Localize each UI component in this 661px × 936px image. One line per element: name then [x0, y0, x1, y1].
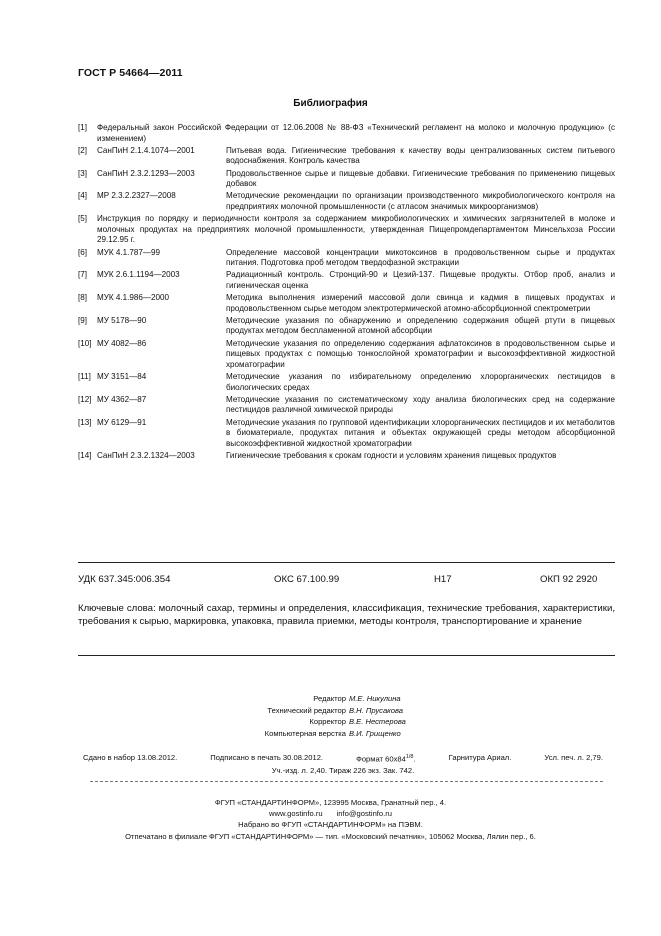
- publishing-sheets: Уч.-изд. л. 2,40.: [271, 766, 327, 776]
- bibliography-list: [78, 123, 615, 463]
- credit-person: В.Е. Нестерова: [349, 717, 406, 727]
- entry-reference: СанПиН 2.1.4.1074—2001: [97, 145, 195, 155]
- keywords-text: Ключевые слова: молочный сахар, термины и определения, классификация, технические требования, характеристики, требования к сырью, маркировка, упаковка, правила приемки, методы контроля, транспортирование и хранение: [78, 603, 615, 628]
- entry-number: [10]: [78, 338, 92, 348]
- bibliography-entry: [78, 395, 615, 416]
- bibliography-entry: [78, 248, 615, 269]
- credit-role: Технический редактор: [267, 705, 346, 715]
- signed-date: Подписано в печать 30.08.2012.: [210, 753, 324, 762]
- section-divider-bottom: [78, 655, 615, 656]
- bibliography-entry: [78, 418, 615, 450]
- entry-reference: МУК 4.1.787—99: [97, 247, 160, 257]
- entry-number: [1]: [78, 123, 87, 132]
- typeset-note: Набрано во ФГУП «СТАНДАРТИНФОРМ» на ПЭВМ.: [238, 820, 423, 830]
- paper-format: Формат $60х84^{1/8}$.: [356, 754, 416, 764]
- entry-reference: МУК 4.1.986—2000: [97, 293, 169, 303]
- entry-reference: МУ 3151—84: [97, 372, 147, 381]
- entry-text: Методические указания по систематическому ходу анализа биологических сред на содержание пестицидов различной химической природы: [226, 394, 615, 415]
- entry-text: Инструкция по порядку и периодичности контроля за содержанием микробиологических и химических загрязнителей в молоке и молочных продуктах на предприятиях молочной промышленности, утвержденная Пищепромдепартаментом Минсельхоза России 29.12.95 г.: [97, 214, 615, 245]
- publisher-email[interactable]: info@gostinfo.ru: [336, 809, 393, 819]
- typeface: Гарнитура Ариал.: [448, 753, 512, 762]
- print-info-row: [83, 765, 603, 777]
- udk-code: УДК 637.345:006.354: [78, 574, 171, 585]
- entry-reference: МУ 6129—91: [97, 417, 147, 427]
- entry-reference: МУ 4082—86: [97, 338, 147, 348]
- entry-text: Гигиенические требования к срокам годности и условиям хранения пищевых продуктов: [226, 450, 557, 460]
- credit-line: [0, 705, 661, 717]
- entry-text: Продовольственное сырье и пищевые добавки. Гигиенические требования по применению пищевых добавок: [226, 168, 615, 189]
- credit-line: [0, 728, 661, 740]
- bibliography-entry: [78, 372, 615, 393]
- oks-code: ОКС 67.100.99: [274, 574, 340, 585]
- bibliography-entry: [78, 191, 615, 212]
- entry-number: [9]: [78, 315, 87, 325]
- order-number: Зак. 742.: [383, 766, 415, 776]
- bibliography-entry: [78, 123, 615, 144]
- submitted-date: Сдано в набор 13.08.2012.: [83, 753, 178, 762]
- bibliography-title: Библиография: [293, 98, 368, 109]
- credit-role: Редактор: [313, 694, 346, 703]
- group-code: Н17: [434, 574, 452, 585]
- paper-format-prefix: Формат 60х84: [356, 754, 406, 764]
- section-divider-top: [78, 562, 615, 563]
- entry-number: [14]: [78, 450, 92, 460]
- entry-text: Методические рекомендации по организации производственного микробиологического контроля на предприятиях молочной промышленности (с атласом значимых микроорганизмов): [226, 191, 615, 211]
- bibliography-entry: [78, 169, 615, 190]
- bibliography-entry: [78, 146, 615, 167]
- entry-text: Питьевая вода. Гигиенические требования к качеству воды централизованных систем питьевого водоснабжения. Контроль качества: [226, 145, 615, 166]
- entry-number: [7]: [78, 270, 87, 280]
- credit-line: [0, 693, 661, 705]
- entry-number: [6]: [78, 247, 87, 257]
- entry-text: Определение массовой концентрации микотоксинов в продовольственном сырье и продуктах питания. Подготовка проб методом твердофазной экстракции: [226, 247, 615, 268]
- entry-number: [3]: [78, 168, 87, 178]
- print-sheets: Усл. печ. л. 2,79.: [544, 753, 603, 762]
- entry-number: [13]: [78, 417, 92, 427]
- bibliography-entry: [78, 214, 615, 246]
- printed-note: Отпечатано в филиале ФГУП «СТАНДАРТИНФОРМ» — тип. «Московский печатник», 105062 Москва, Лялин пер., 6.: [125, 831, 536, 841]
- entry-reference: МУК 2.6.1.1194—2003: [97, 270, 180, 280]
- credit-role: Компьютерная верстка: [264, 728, 346, 738]
- credit-person: В.И. Грищенко: [349, 728, 401, 738]
- standard-code: ГОСТ Р 54664—2011: [78, 67, 183, 79]
- print-info: [83, 752, 603, 777]
- publisher-block: [0, 797, 661, 842]
- credit-person: М.Е. Никулина: [349, 694, 401, 703]
- bibliography-entry: [78, 270, 615, 291]
- entry-reference: МР 2.3.2.2327—2008: [97, 191, 176, 201]
- print-info-row: [83, 752, 603, 765]
- entry-number: [8]: [78, 293, 87, 303]
- bibliography-entry: [78, 293, 615, 314]
- entry-number: [2]: [78, 145, 87, 155]
- entry-text: Методические указания по групповой идентификации хлорорганических пестицидов и их метаболитов в биоматериале, продуктах питания и объектах окружающей среды методом абсорбционной высокоэффективной жидкостной хроматографии: [226, 417, 615, 448]
- entry-text: Радиационный контроль. Стронций-90 и Цезий-137. Пищевые продукты. Отбор проб, анализ и гигиеническая оценка: [226, 270, 615, 290]
- credit-person: В.Н. Прусакова: [349, 705, 403, 715]
- entry-reference: СанПиН 2.3.2.1324—2003: [97, 450, 195, 460]
- publisher-website[interactable]: www.gostinfo.ru: [268, 809, 323, 819]
- dashed-divider: [90, 781, 603, 782]
- paper-format-fraction: 1/8: [405, 754, 414, 760]
- entry-reference: СанПиН 2.3.2.1293—2003: [97, 168, 195, 178]
- entry-text: Методика выполнения измерений массовой доли свинца и кадмия в пищевых продуктах и продовольственном сырье методом электротермической атомно-абсорбционной спектрометрии: [226, 293, 615, 313]
- entry-text: Методические указания по избирательному определению хлорорганических пестицидов в биологических средах: [226, 372, 615, 392]
- entry-reference: МУ 5178—90: [97, 315, 147, 325]
- entry-number: [12]: [78, 394, 92, 404]
- entry-number: [5]: [78, 214, 87, 224]
- credit-line: [0, 716, 661, 728]
- entry-number: [11]: [78, 372, 91, 381]
- entry-text: Методические указания по определению содержания афлатоксинов в продовольственном сырье и пищевых продуктах с помощью тонкослойной хроматографии и высокоэффективной жидкостной хроматографии: [226, 338, 615, 369]
- bibliography-entry: [78, 451, 615, 462]
- entry-number: [4]: [78, 191, 87, 201]
- bibliography-entry: [78, 339, 615, 371]
- credit-role: Корректор: [309, 717, 346, 727]
- entry-reference: МУ 4362—87: [97, 394, 147, 404]
- entry-text: Методические указания по обнаружению и определению содержания общей ртути в пищевых продуктах методом беспламенной атомной абсорбции: [226, 315, 615, 336]
- bibliography-entry: [78, 316, 615, 337]
- okp-code: ОКП 92 2920: [540, 574, 598, 585]
- credits-block: [0, 693, 661, 739]
- publisher-contacts: [0, 808, 661, 819]
- publisher-address: ФГУП «СТАНДАРТИНФОРМ», 123995 Москва, Гранатный пер., 4.: [214, 798, 447, 807]
- circulation: Тираж 226 экз.: [329, 766, 381, 776]
- entry-text: Федеральный закон Российской Федерации от 12.06.2008 № 88-ФЗ «Технический регламент на молоко и молочную продукцию» (с изменением): [97, 123, 615, 143]
